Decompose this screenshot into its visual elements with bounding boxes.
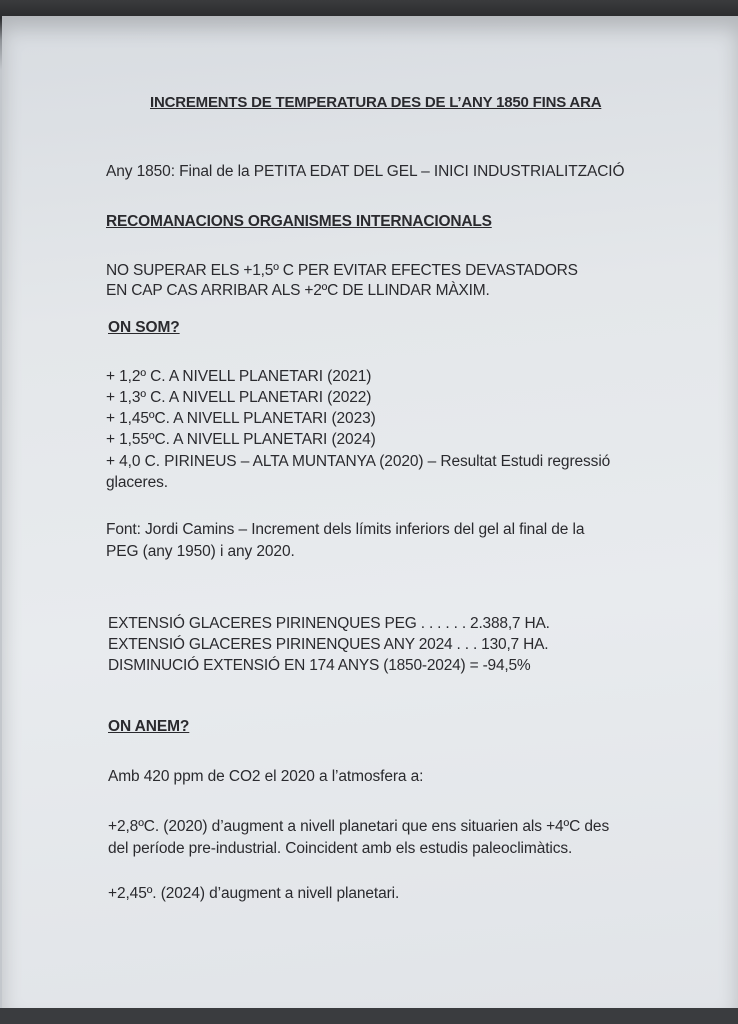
document-title: INCREMENTS DE TEMPERATURA DES DE L’ANY 1850 FINS ARA [150, 94, 602, 111]
temperature-item: + 1,2º C. A NIVELL PLANETARI (2021) [106, 368, 372, 385]
projection-line: del període pre-industrial. Coincident amb els estudis paleoclimàtics. [108, 840, 573, 857]
glacier-line: EXTENSIÓ GLACERES PIRINENQUES PEG . . . . . . 2.388,7 HA. [108, 615, 550, 632]
temperature-item-continuation: glaceres. [106, 474, 168, 491]
temperature-item: + 1,55ºC. A NIVELL PLANETARI (2024) [106, 431, 376, 448]
source-line: Font: Jordi Camins – Increment dels límits inferiors del gel al final de la [106, 521, 585, 538]
projection-line: +2,8ºC. (2020) d’augment a nivell planetari que ens situarien als +4ºC des [108, 818, 610, 835]
intro-line: Any 1850: Final de la PETITA EDAT DEL GEL – INICI INDUSTRIALITZACIÓ [106, 163, 625, 180]
where-are-we-going-heading: ON ANEM? [108, 718, 190, 735]
document-page [2, 16, 738, 1010]
recommendation-line: NO SUPERAR ELS +1,5º C PER EVITAR EFECTES DEVASTADORS [106, 262, 578, 279]
temperature-item: + 1,45ºC. A NIVELL PLANETARI (2023) [106, 410, 376, 427]
glacier-line: DISMINUCIÓ EXTENSIÓ EN 174 ANYS (1850-2024) = -94,5% [108, 657, 531, 674]
source-line: PEG (any 1950) i any 2020. [106, 543, 295, 560]
co2-line: Amb 420 ppm de CO2 el 2020 a l’atmosfera a: [108, 768, 424, 785]
recommendation-line: EN CAP CAS ARRIBAR ALS +2ºC DE LLINDAR MÀXIM. [106, 282, 490, 299]
photo-bottom-edge [0, 1008, 738, 1024]
temperature-item: + 4,0 C. PIRINEUS – ALTA MUNTANYA (2020) – Resultat Estudi regressió [106, 453, 611, 470]
final-projection-line: +2,45º. (2024) d’augment a nivell planetari. [108, 885, 400, 902]
recommendations-heading: RECOMANACIONS ORGANISMES INTERNACIONALS [106, 213, 492, 230]
temperature-item: + 1,3º C. A NIVELL PLANETARI (2022) [106, 389, 372, 406]
glacier-line: EXTENSIÓ GLACERES PIRINENQUES ANY 2024 . . . 130,7 HA. [108, 636, 549, 653]
where-are-we-heading: ON SOM? [108, 319, 180, 336]
